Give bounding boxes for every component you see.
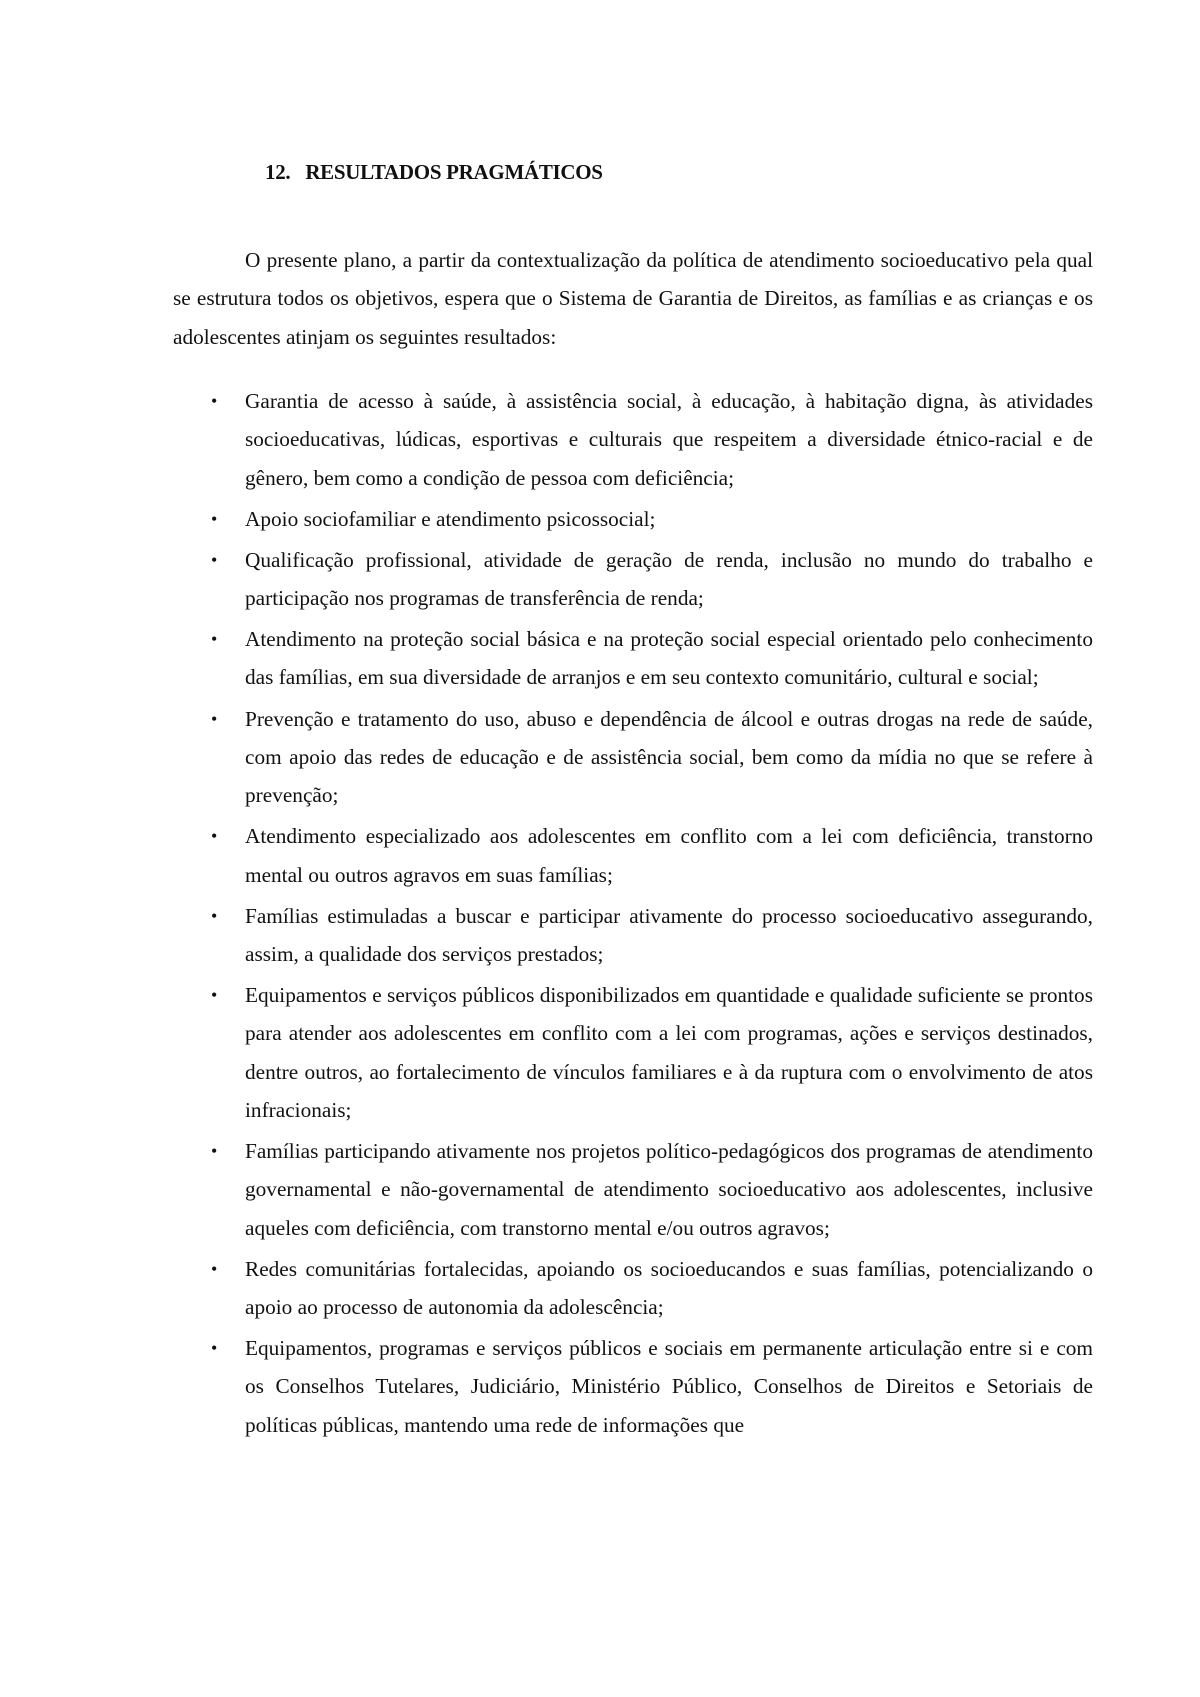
- list-item: [173, 897, 1093, 974]
- list-item: [173, 976, 1093, 1129]
- bullet-icon: •: [211, 1338, 218, 1359]
- section-title: RESULTADOS PRAGMÁTICOS: [305, 160, 603, 184]
- section-number: 12.: [265, 160, 291, 184]
- list-item-text: Famílias estimuladas a buscar e participar ativamente do processo socioeducativo assegurando, assim, a qualidade dos serviços prestados;: [245, 903, 1093, 966]
- bullet-icon: •: [211, 1258, 218, 1279]
- list-item-text: Apoio sociofamiliar e atendimento psicossocial;: [245, 506, 656, 531]
- list-item-text: Atendimento especializado aos adolescentes em conflito com a lei com deficiência, transtorno mental ou outros agravos em suas famílias;: [245, 824, 1093, 887]
- list-item: [173, 541, 1093, 618]
- list-item-text: Equipamentos, programas e serviços públicos e sociais em permanente articulação entre si e com os Conselhos Tutelares, Judiciário, Ministério Público, Conselhos de Direitos e Setoriais de políticas públicas, mantendo uma rede de informações que: [245, 1336, 1093, 1437]
- intro-paragraph: O presente plano, a partir da contextualização da política de atendimento socioeducativo pela qual se estrutura todos os objetivos, espera que o Sistema de Garantia de Direitos, as famílias e as crianças e os adolescentes atinjam os seguintes resultados:: [173, 248, 1093, 349]
- list-item-text: Redes comunitárias fortalecidas, apoiando os socioeducandos e suas famílias, potencializando o apoio ao processo de autonomia da adolescência;: [245, 1256, 1093, 1319]
- list-item-text: Qualificação profissional, atividade de geração de renda, inclusão no mundo do trabalho e participação nos programas de transferência de renda;: [245, 547, 1093, 611]
- list-item: [173, 1132, 1093, 1247]
- results-list: [173, 382, 1093, 1447]
- bullet-icon: •: [211, 508, 218, 529]
- section-heading: [265, 160, 603, 185]
- bullet-icon: •: [211, 629, 218, 650]
- list-item: [173, 620, 1093, 697]
- list-item-text: Garantia de acesso à saúde, à assistência social, à educação, à habitação digna, às atividades socioeducativas, lúdicas, esportivas e culturais que respeitem a diversidade étnico-racial e de gênero, bem como a condição de pessoa com deficiência;: [245, 389, 1093, 490]
- bullet-icon: •: [211, 708, 218, 729]
- list-item: [173, 382, 1093, 497]
- bullet-icon: •: [211, 1141, 218, 1162]
- bullet-icon: •: [211, 549, 218, 570]
- bullet-icon: •: [211, 826, 218, 847]
- list-item: [173, 500, 1093, 538]
- list-item-text: Equipamentos e serviços públicos disponibilizados em quantidade e qualidade suficiente se prontos para atender aos adolescentes em conflito com a lei com programas, ações e serviços destinados, dentre outros, ao fortalecimento de vínculos familiares e à da ruptura com o envolvimento de atos infracionais;: [245, 983, 1093, 1122]
- list-item: [173, 1250, 1093, 1327]
- bullet-icon: •: [211, 985, 218, 1006]
- list-item: [173, 700, 1093, 815]
- bullet-icon: •: [211, 391, 218, 411]
- list-item: [173, 817, 1093, 894]
- bullet-icon: •: [211, 905, 218, 926]
- list-item: [173, 1329, 1093, 1444]
- list-item-text: Prevenção e tratamento do uso, abuso e dependência de álcool e outras drogas na rede de saúde, com apoio das redes de educação e de assistência social, bem como da mídia no que se refere à prevenção;: [245, 706, 1093, 808]
- list-item-text: Famílias participando ativamente nos projetos político-pedagógicos dos programas de atendimento governamental e não-governamental de atendimento socioeducativo aos adolescentes, inclusive aqueles com deficiência, com transtorno mental e/ou outros agravos;: [245, 1139, 1093, 1240]
- list-item-text: Atendimento na proteção social básica e na proteção social especial orientado pelo conhecimento das famílias, em sua diversidade de arranjos e em seu contexto comunitário, cultural e social;: [245, 627, 1093, 690]
